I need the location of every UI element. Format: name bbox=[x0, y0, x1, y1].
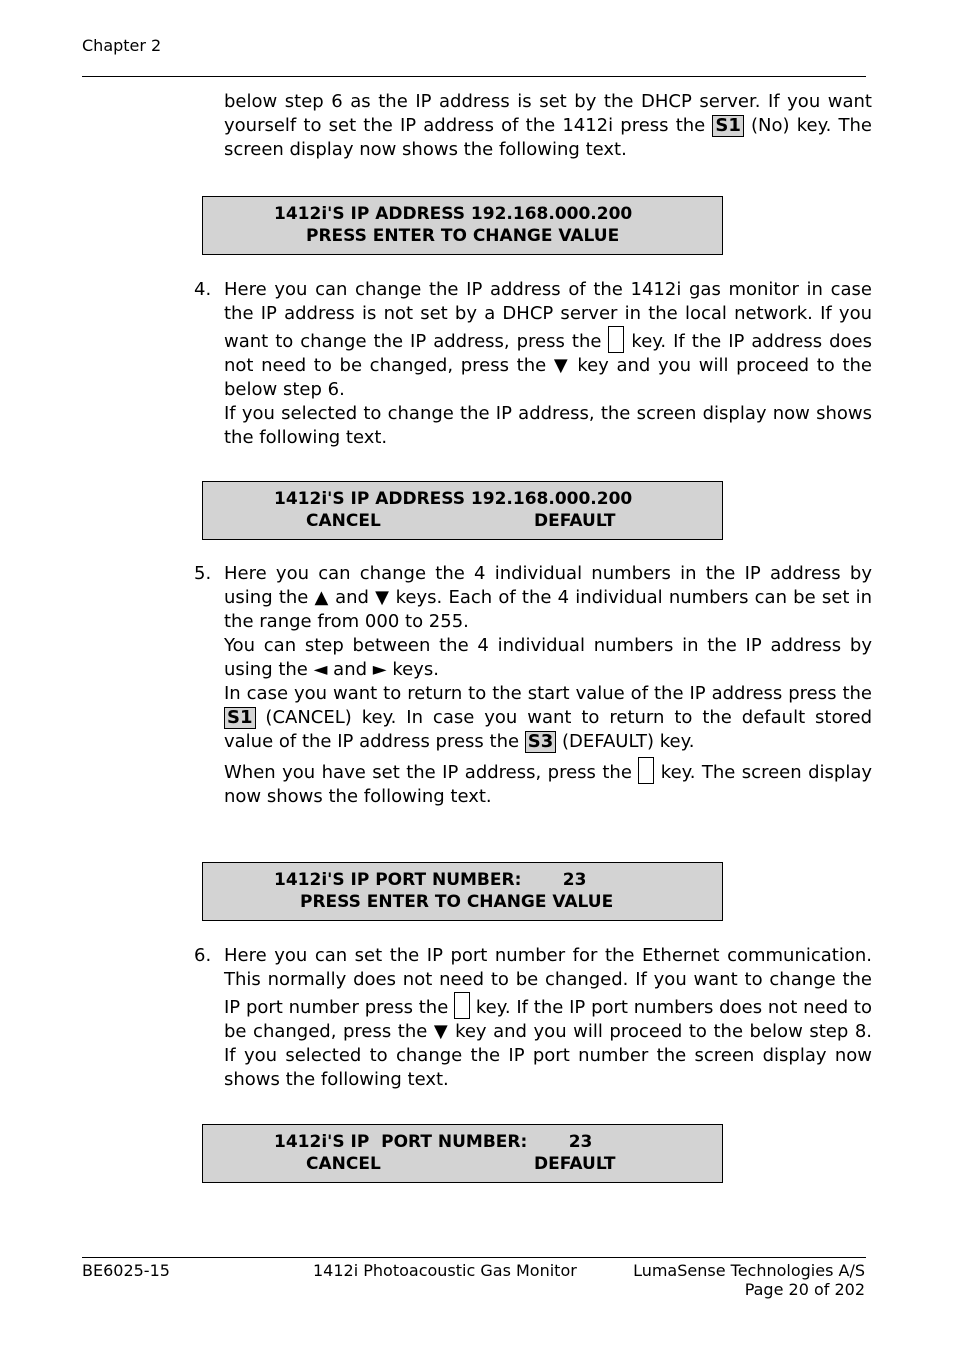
lcd-cancel-label: CANCEL bbox=[306, 1154, 381, 1174]
lcd-line-1: 1412i'S IP PORT NUMBER: 23 bbox=[274, 870, 587, 890]
footer-page-number: Page 20 of 202 bbox=[744, 1280, 865, 1299]
enter-key-icon bbox=[608, 326, 624, 353]
intro-text-1: below step 6 as the IP address is set by the DHCP server. If you want yourself to set the IP address of the 1412i press the bbox=[224, 91, 872, 136]
step-number: 5. bbox=[194, 563, 212, 584]
step-6-text-a: Here you can set the IP port number for the Ethernet communication. This normally does not need to be changed. If you want to change the IP port number press the bbox=[224, 945, 872, 1018]
step-5-paragraph-2: You can step between the 4 individual numbers in the IP address by using the ◄ and ► keys. bbox=[224, 635, 872, 680]
lcd-line-1: 1412i'S IP PORT NUMBER: 23 bbox=[274, 1132, 593, 1152]
step-5-text-a: In case you want to return to the start value of the IP address press the bbox=[224, 683, 872, 704]
step-5-text-c: (DEFAULT) key. bbox=[556, 731, 695, 752]
intro-paragraph bbox=[224, 90, 872, 162]
step-5-text-d: When you have set the IP address, press the bbox=[224, 762, 639, 783]
footer-rule bbox=[82, 1257, 866, 1258]
step-4-paragraph-1 bbox=[224, 278, 872, 402]
step-5-paragraph-3 bbox=[224, 682, 872, 754]
lcd-line-1: 1412i'S IP ADDRESS 192.168.000.200 bbox=[274, 489, 633, 509]
footer-product: 1412i Photoacoustic Gas Monitor bbox=[313, 1261, 577, 1280]
lcd-default-label: DEFAULT bbox=[534, 1154, 616, 1174]
step-4-text-a: Here you can change the IP address of the 1412i gas monitor in case the IP address is not set by a DHCP server in the local network. If you want to change the IP address, press the bbox=[224, 279, 872, 352]
footer-doc-id: BE6025-15 bbox=[82, 1261, 170, 1280]
intro-text-2: (No) key. The screen display now shows the following text. bbox=[224, 115, 872, 160]
step-5-text-b: (CANCEL) key. In case you want to return to the default stored value of the IP address press the bbox=[224, 707, 872, 752]
step-6-paragraph-1 bbox=[224, 944, 872, 1092]
lcd-default-label: DEFAULT bbox=[534, 511, 616, 531]
lcd-display-ip-address bbox=[202, 196, 723, 255]
step-5-paragraph-1: Here you can change the 4 individual numbers in the IP address by using the ▲ and ▼ keys. Each of the 4 individual numbers can be set in the range from 000 to 255. bbox=[224, 563, 872, 632]
enter-key-icon bbox=[638, 757, 654, 784]
lcd-display-ip-port-edit bbox=[202, 1124, 723, 1183]
lcd-line-1: 1412i'S IP ADDRESS 192.168.000.200 bbox=[274, 204, 633, 224]
lcd-line-2: PRESS ENTER TO CHANGE VALUE bbox=[306, 226, 620, 246]
header-rule bbox=[82, 76, 866, 77]
step-4-text-b: key. If the IP address does not need to be changed, press the ▼ key and you will proceed to the below step 6. bbox=[224, 331, 872, 400]
s1-key: S1 bbox=[224, 707, 256, 729]
s3-key: S3 bbox=[525, 731, 557, 753]
s1-key: S1 bbox=[712, 115, 744, 137]
step-4-paragraph-2: If you selected to change the IP address, the screen display now shows the following text. bbox=[224, 403, 872, 448]
step-5-text-e: key. The screen display now shows the following text. bbox=[224, 762, 872, 807]
step-5-paragraph-4 bbox=[224, 757, 872, 809]
footer-company: LumaSense Technologies A/S bbox=[633, 1261, 865, 1280]
lcd-display-ip-port bbox=[202, 862, 723, 921]
lcd-cancel-label: CANCEL bbox=[306, 511, 381, 531]
lcd-line-2: PRESS ENTER TO CHANGE VALUE bbox=[300, 892, 614, 912]
step-number: 4. bbox=[194, 279, 212, 300]
step-6-text-b: key. If the IP port numbers does not need to be changed, press the ▼ key and you will proceed to the below step 8. If you selected to change the IP port number the screen display now shows the following text. bbox=[224, 997, 872, 1090]
chapter-header: Chapter 2 bbox=[82, 36, 162, 55]
lcd-display-ip-address-edit bbox=[202, 481, 723, 540]
step-number: 6. bbox=[194, 945, 212, 966]
enter-key-icon bbox=[454, 992, 470, 1019]
